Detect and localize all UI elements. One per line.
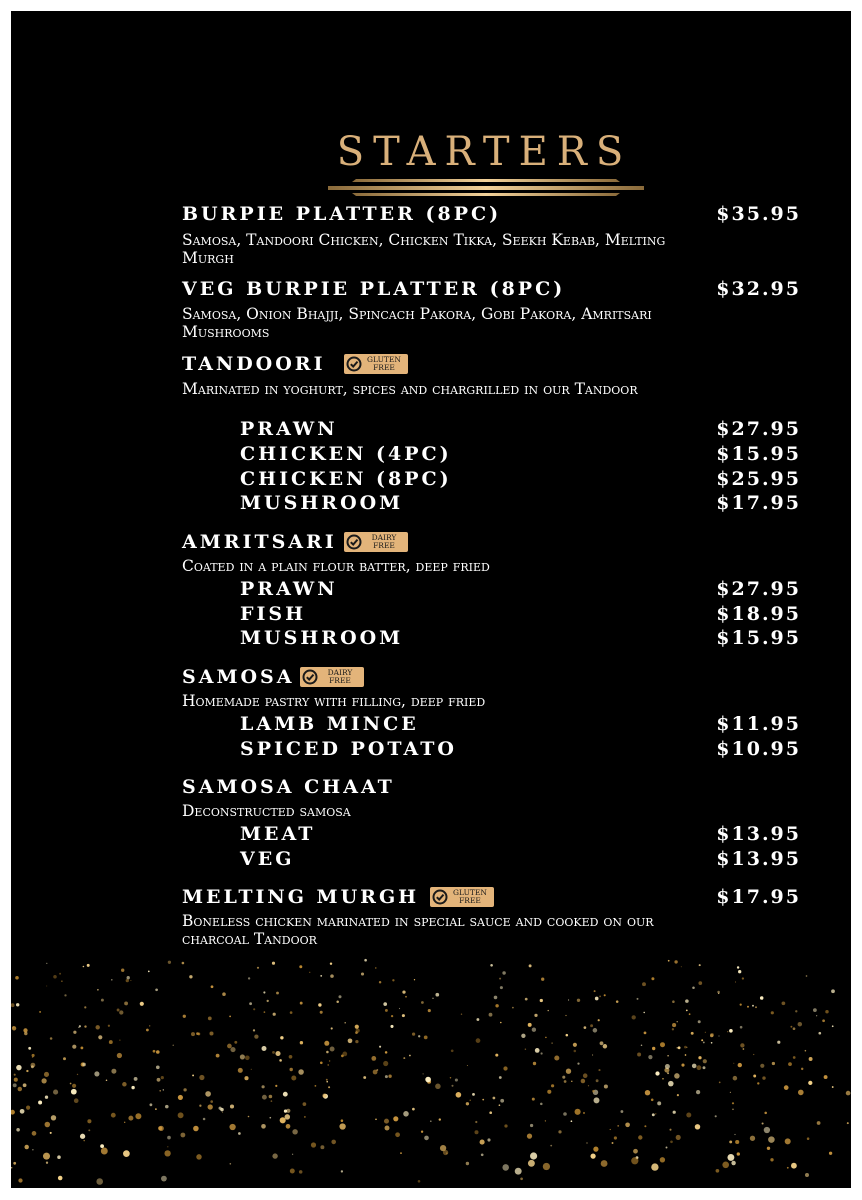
item-price-veg-burpie-platter: $32.95 bbox=[716, 278, 801, 300]
item-desc-amritsari: Coated in a plain flour batter, deep fried bbox=[182, 557, 490, 575]
item-desc-veg-burpie-platter: Samosa, Onion Bhajji, Spincach Pakora, Gobi Pakora, Amritsari Mushrooms bbox=[182, 305, 652, 341]
option-price: $13.95 bbox=[716, 823, 801, 845]
option-name: SPICED POTATO bbox=[240, 738, 457, 760]
option-name: PRAWN bbox=[240, 578, 338, 600]
check-circle-icon bbox=[346, 534, 362, 550]
check-circle-icon bbox=[432, 889, 448, 905]
option-price: $15.95 bbox=[716, 443, 801, 465]
option-price: $17.95 bbox=[716, 492, 801, 514]
option-name: LAMB MINCE bbox=[240, 713, 419, 735]
option-price: $27.95 bbox=[716, 578, 801, 600]
item-name-veg-burpie-platter: VEG BURPIE PLATTER (8PC) bbox=[182, 278, 566, 300]
check-circle-icon bbox=[346, 356, 362, 372]
option-price: $13.95 bbox=[716, 848, 801, 870]
item-desc-samosa-chaat: Deconstructed samosa bbox=[182, 802, 351, 820]
item-desc-samosa: Homemade pastry with filling, deep fried bbox=[182, 692, 486, 710]
option-price: $18.95 bbox=[716, 603, 801, 625]
item-desc-melting-murgh: Boneless chicken marinated in special sauce and cooked on our charcoal Tandoor bbox=[182, 912, 654, 948]
badge-label: DAIRY FREE bbox=[327, 668, 353, 685]
option-name: MUSHROOM bbox=[240, 492, 404, 514]
option-name: CHICKEN (8PC) bbox=[240, 468, 452, 490]
gluten-free-badge bbox=[430, 887, 494, 907]
item-name-tandoori: TANDOORI bbox=[182, 353, 326, 375]
badge-label: DAIRY FREE bbox=[371, 533, 397, 550]
item-desc-tandoori: Marinated in yoghurt, spices and chargrilled in our Tandoor bbox=[182, 380, 638, 398]
item-name-melting-murgh: MELTING MURGH bbox=[182, 886, 420, 908]
menu-page bbox=[11, 11, 851, 1188]
gluten-free-badge bbox=[344, 354, 408, 374]
item-price-melting-murgh: $17.95 bbox=[716, 886, 801, 908]
option-price: $11.95 bbox=[716, 713, 801, 735]
item-price-burpie-platter: $35.95 bbox=[716, 203, 801, 225]
check-circle-icon bbox=[302, 669, 318, 685]
item-name-amritsari: AMRITSARI bbox=[182, 531, 337, 553]
option-price: $10.95 bbox=[716, 738, 801, 760]
option-price: $27.95 bbox=[716, 418, 801, 440]
menu-content bbox=[11, 11, 851, 1188]
item-desc-burpie-platter: Samosa, Tandoori Chicken, Chicken Tikka, Seekh Kebab, Melting Murgh bbox=[182, 231, 666, 267]
option-name: MEAT bbox=[240, 823, 316, 845]
dairy-free-badge bbox=[300, 667, 364, 687]
option-price: $25.95 bbox=[716, 468, 801, 490]
page-title: STARTERS bbox=[336, 129, 633, 175]
option-price: $15.95 bbox=[716, 627, 801, 649]
option-name: VEG bbox=[240, 848, 295, 870]
item-name-samosa-chaat: SAMOSA CHAAT bbox=[182, 776, 395, 798]
option-name: PRAWN bbox=[240, 418, 338, 440]
dairy-free-badge bbox=[344, 532, 408, 552]
option-name: FISH bbox=[240, 603, 307, 625]
option-name: MUSHROOM bbox=[240, 627, 404, 649]
item-name-burpie-platter: BURPIE PLATTER (8PC) bbox=[182, 203, 502, 225]
badge-label: GLUTEN FREE bbox=[453, 888, 487, 905]
item-name-samosa: SAMOSA bbox=[182, 666, 295, 688]
badge-label: GLUTEN FREE bbox=[367, 355, 401, 372]
option-name: CHICKEN (4PC) bbox=[240, 443, 452, 465]
